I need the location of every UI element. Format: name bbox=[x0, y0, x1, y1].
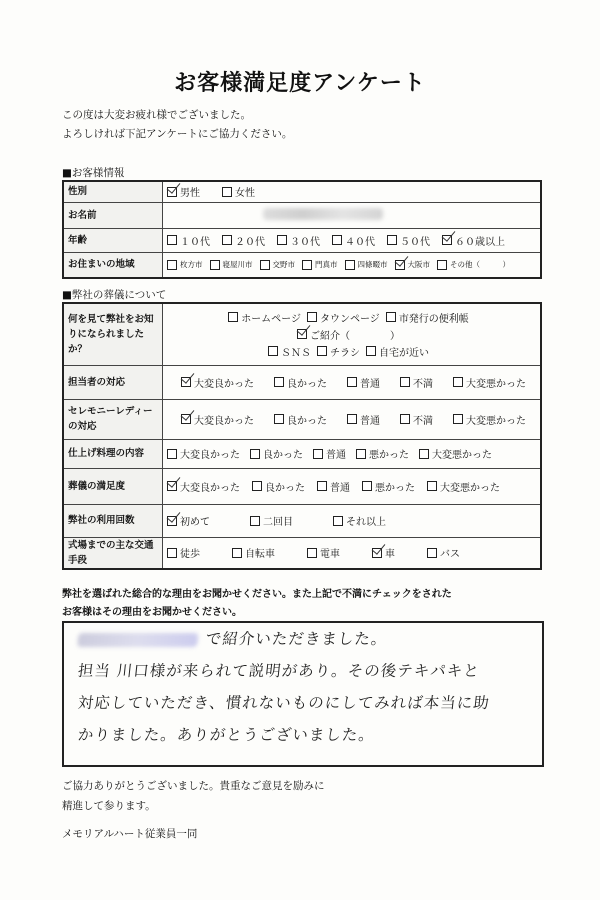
checkbox-option[interactable] bbox=[302, 259, 338, 270]
checkbox-option[interactable] bbox=[277, 233, 320, 248]
checkbox-icon[interactable] bbox=[427, 481, 437, 491]
checkbox-icon[interactable] bbox=[400, 377, 410, 387]
checkbox-option[interactable] bbox=[386, 310, 469, 325]
age-label: 年齢 bbox=[63, 228, 163, 252]
customer-section-heading: ■お客様情報 bbox=[62, 167, 125, 179]
comment-line-text: で紹介いただきました。 bbox=[204, 630, 389, 648]
option-label: 良かった bbox=[263, 450, 303, 461]
checkbox-option[interactable] bbox=[181, 375, 254, 390]
checkbox-icon[interactable] bbox=[302, 260, 312, 270]
checkbox-option[interactable] bbox=[232, 545, 275, 560]
comment-line bbox=[77, 627, 389, 649]
checkbox-option[interactable] bbox=[222, 233, 265, 248]
option-label: ＳＮＳ bbox=[281, 347, 311, 359]
redacted-name bbox=[263, 208, 383, 220]
option-label: 大変悪かった bbox=[432, 450, 492, 461]
satisfaction-label: 葬儀の満足度 bbox=[63, 468, 163, 504]
finish-options bbox=[163, 439, 542, 468]
checkbox-icon[interactable] bbox=[453, 414, 463, 424]
checkbox-icon[interactable] bbox=[167, 235, 177, 245]
checked-box-icon[interactable] bbox=[395, 260, 405, 270]
option-label: １０代 bbox=[180, 236, 210, 248]
checked-box-icon[interactable] bbox=[442, 235, 452, 245]
checkbox-option[interactable] bbox=[167, 259, 203, 270]
checkbox-icon[interactable] bbox=[228, 312, 238, 322]
checkbox-icon[interactable] bbox=[307, 548, 317, 558]
checkbox-option[interactable] bbox=[167, 233, 210, 248]
staff-label: 担当者の対応 bbox=[63, 365, 163, 399]
checkbox-icon[interactable] bbox=[332, 235, 342, 245]
checkbox-icon[interactable] bbox=[366, 346, 376, 356]
checkbox-icon[interactable] bbox=[427, 548, 437, 558]
intro-text bbox=[62, 106, 292, 144]
option-label: 大阪市 bbox=[407, 260, 430, 270]
option-label: ホームページ bbox=[241, 313, 301, 325]
checkbox-icon[interactable] bbox=[260, 260, 270, 270]
gender-options bbox=[163, 181, 542, 202]
signature: メモリアルハート従業員一同 bbox=[62, 828, 198, 840]
checkbox-option[interactable] bbox=[387, 233, 430, 248]
age-options bbox=[163, 228, 542, 252]
option-label: 良かった bbox=[265, 482, 305, 494]
option-label: 普通 bbox=[360, 415, 380, 427]
option-label: 普通 bbox=[360, 378, 380, 390]
checkbox-icon[interactable] bbox=[167, 449, 177, 459]
checkbox-icon[interactable] bbox=[345, 260, 355, 270]
checkbox-option[interactable] bbox=[427, 545, 460, 560]
checkbox-option[interactable] bbox=[362, 479, 415, 494]
reason-prompt bbox=[62, 586, 452, 622]
option-label: 大変良かった bbox=[194, 378, 254, 390]
checkbox-option[interactable] bbox=[167, 479, 240, 494]
staff-options bbox=[163, 365, 542, 399]
option-label: 良かった bbox=[287, 415, 327, 427]
option-label: 大変悪かった bbox=[466, 415, 526, 427]
checked-box-icon[interactable] bbox=[181, 377, 191, 387]
checkbox-option[interactable] bbox=[332, 233, 375, 248]
checked-box-icon[interactable] bbox=[167, 481, 177, 491]
comment-box[interactable] bbox=[62, 621, 544, 767]
option-label: ２０代 bbox=[235, 236, 265, 248]
checkbox-icon[interactable] bbox=[232, 548, 242, 558]
option-label: 悪かった bbox=[375, 482, 415, 494]
checkbox-icon[interactable] bbox=[347, 414, 357, 424]
option-label: 徒歩 bbox=[180, 549, 200, 561]
checkbox-icon[interactable] bbox=[333, 516, 343, 526]
option-label: ６０歳以上 bbox=[455, 236, 505, 248]
checkbox-option[interactable] bbox=[400, 412, 433, 427]
checkbox-option[interactable] bbox=[250, 446, 303, 461]
source-options bbox=[163, 303, 542, 365]
reason-line: お客様はその理由をお聞かせください。 bbox=[62, 607, 242, 618]
checkbox-icon[interactable] bbox=[250, 449, 260, 459]
funeral-section-heading: ■弊社の葬儀について bbox=[62, 289, 167, 301]
option-label: 良かった bbox=[287, 378, 327, 390]
usage-options bbox=[163, 504, 542, 537]
checkbox-icon[interactable] bbox=[356, 449, 366, 459]
checkbox-icon[interactable] bbox=[167, 260, 177, 270]
checked-box-icon[interactable] bbox=[167, 516, 177, 526]
checkbox-icon[interactable] bbox=[222, 187, 232, 197]
transport-label: 式場までの主な交通手段 bbox=[63, 537, 163, 569]
intro-line: この度は大変お疲れ様でございました。 bbox=[62, 109, 251, 121]
checkbox-option[interactable] bbox=[210, 259, 253, 270]
checkbox-icon[interactable] bbox=[307, 312, 317, 322]
option-label: 二回目 bbox=[263, 517, 293, 528]
checkbox-option[interactable] bbox=[372, 545, 395, 560]
checkbox-icon[interactable] bbox=[317, 481, 327, 491]
ceremony-options bbox=[163, 399, 542, 439]
option-label: 枚方市 bbox=[180, 260, 203, 270]
option-label: 自宅が近い bbox=[379, 347, 429, 359]
checkbox-option[interactable] bbox=[222, 184, 255, 199]
checkbox-option[interactable] bbox=[437, 259, 510, 270]
comment-line: かりました。ありがとうございました。 bbox=[76, 726, 376, 744]
option-label: 門真市 bbox=[315, 260, 338, 270]
checkbox-icon[interactable] bbox=[210, 260, 220, 270]
checkbox-option[interactable] bbox=[181, 412, 254, 427]
gender-label: 性別 bbox=[63, 181, 163, 202]
checkbox-option[interactable] bbox=[167, 545, 200, 560]
checkbox-option[interactable] bbox=[274, 412, 327, 427]
option-label: 大変悪かった bbox=[440, 482, 500, 494]
option-label: 大変良かった bbox=[194, 415, 254, 427]
checkbox-icon[interactable] bbox=[274, 414, 284, 424]
option-label: 悪かった bbox=[369, 450, 409, 461]
comment-line: 対応していただき、慣れないものにしてみれば本当に助 bbox=[76, 694, 491, 712]
checkbox-icon[interactable] bbox=[252, 481, 262, 491]
checkbox-option[interactable] bbox=[366, 344, 429, 359]
option-label: 交野市 bbox=[272, 260, 295, 270]
checkbox-icon[interactable] bbox=[313, 449, 323, 459]
checkbox-icon[interactable] bbox=[277, 235, 287, 245]
usage-label: 弊社の利用回数 bbox=[63, 504, 163, 537]
option-label: 大変良かった bbox=[180, 450, 240, 461]
checkbox-option[interactable] bbox=[313, 446, 346, 461]
checkbox-option[interactable] bbox=[307, 545, 340, 560]
checkbox-option[interactable] bbox=[268, 344, 311, 359]
checkbox-option[interactable] bbox=[356, 446, 409, 461]
checked-box-icon[interactable] bbox=[167, 187, 177, 197]
option-label: 電車 bbox=[320, 549, 340, 561]
option-label: チラシ bbox=[330, 347, 360, 359]
checkbox-option[interactable] bbox=[453, 375, 526, 390]
checkbox-option[interactable] bbox=[167, 513, 210, 528]
checkbox-option[interactable] bbox=[167, 446, 240, 461]
checkbox-icon[interactable] bbox=[317, 346, 327, 356]
area-options bbox=[163, 252, 542, 278]
area-label: お住まいの地域 bbox=[63, 252, 163, 278]
option-label: ３０代 bbox=[290, 236, 320, 248]
checkbox-option[interactable] bbox=[347, 412, 380, 427]
option-label: 女性 bbox=[235, 188, 255, 200]
option-label: 不満 bbox=[413, 415, 433, 427]
option-label: 普通 bbox=[330, 482, 350, 494]
closing-line: 精進して参ります。 bbox=[62, 800, 156, 812]
option-label: 車 bbox=[385, 549, 395, 561]
checked-box-icon[interactable] bbox=[372, 548, 382, 558]
option-label: 普通 bbox=[326, 450, 346, 461]
checkbox-icon[interactable] bbox=[167, 548, 177, 558]
name-field[interactable] bbox=[163, 202, 542, 228]
checkbox-icon[interactable] bbox=[347, 377, 357, 387]
option-label: 市発行の便利帳 bbox=[398, 313, 469, 325]
option-label: タウンページ bbox=[320, 313, 380, 325]
option-label: それ以上 bbox=[346, 517, 386, 528]
checkbox-icon[interactable] bbox=[222, 235, 232, 245]
checkbox-icon[interactable] bbox=[268, 346, 278, 356]
checkbox-option[interactable] bbox=[228, 310, 301, 325]
checkbox-option[interactable] bbox=[345, 259, 388, 270]
satisfaction-options bbox=[163, 468, 542, 504]
option-label: 不満 bbox=[413, 378, 433, 390]
checkbox-icon[interactable] bbox=[387, 235, 397, 245]
finish-label: 仕上げ料理の内容 bbox=[63, 439, 163, 468]
checkbox-option[interactable] bbox=[427, 479, 500, 494]
checked-box-icon[interactable] bbox=[297, 329, 307, 339]
checkbox-icon[interactable] bbox=[419, 449, 429, 459]
comment-line: 担当 川口様が来られて説明があり。その後テキパキと bbox=[76, 662, 481, 680]
checkbox-option[interactable] bbox=[400, 375, 433, 390]
checkbox-option[interactable] bbox=[453, 412, 526, 427]
redacted-text bbox=[77, 633, 198, 647]
checkbox-option[interactable] bbox=[333, 513, 386, 528]
checkbox-option[interactable] bbox=[442, 233, 505, 248]
checkbox-icon[interactable] bbox=[400, 414, 410, 424]
checkbox-icon[interactable] bbox=[274, 377, 284, 387]
survey-title: お客様満足度アンケート bbox=[174, 71, 426, 96]
closing-text bbox=[62, 776, 325, 816]
option-label: 男性 bbox=[180, 188, 200, 200]
checked-box-icon[interactable] bbox=[181, 414, 191, 424]
option-label: 初めて bbox=[180, 517, 210, 528]
checkbox-option[interactable] bbox=[297, 327, 400, 342]
intro-line: よろしければ下記アンケートにご協力ください。 bbox=[62, 128, 293, 140]
funeral-table bbox=[62, 302, 542, 570]
transport-options bbox=[163, 537, 542, 569]
option-label: ４０代 bbox=[345, 236, 375, 248]
checkbox-icon[interactable] bbox=[362, 481, 372, 491]
checkbox-option[interactable] bbox=[307, 310, 380, 325]
ceremony-label: セレモニーレディーの対応 bbox=[63, 399, 163, 439]
closing-line: ご協力ありがとうございました。貴重なご意見を励みに bbox=[62, 780, 325, 792]
checkbox-option[interactable] bbox=[317, 344, 360, 359]
checkbox-option[interactable] bbox=[419, 446, 492, 461]
option-label: 寝屋川市 bbox=[222, 260, 253, 270]
customer-info-table bbox=[62, 180, 542, 279]
checkbox-icon[interactable] bbox=[250, 516, 260, 526]
option-label: 大変悪かった bbox=[466, 378, 526, 390]
reason-line: 弊社を選ばれた総合的な理由をお聞かせください。また上記で不満にチェックをされた bbox=[62, 589, 452, 600]
option-label: ご紹介（ ） bbox=[310, 330, 400, 342]
checkbox-option[interactable] bbox=[260, 259, 296, 270]
option-label: その他（ ） bbox=[450, 260, 510, 270]
checkbox-icon[interactable] bbox=[386, 312, 396, 322]
checkbox-option[interactable] bbox=[167, 184, 200, 199]
checkbox-option[interactable] bbox=[250, 513, 293, 528]
source-label: 何を見て弊社をお知りになられましたか？ bbox=[63, 303, 163, 365]
option-label: バス bbox=[440, 549, 460, 561]
checkbox-option[interactable] bbox=[274, 375, 327, 390]
option-label: ５０代 bbox=[400, 236, 430, 248]
checkbox-option[interactable] bbox=[347, 375, 380, 390]
option-label: 自転車 bbox=[245, 549, 275, 561]
name-label: お名前 bbox=[63, 202, 163, 228]
option-label: 四條畷市 bbox=[357, 260, 388, 270]
option-label: 大変良かった bbox=[180, 482, 240, 494]
checkbox-option[interactable] bbox=[252, 479, 305, 494]
checkbox-option[interactable] bbox=[317, 479, 350, 494]
checkbox-option[interactable] bbox=[395, 259, 431, 270]
checkbox-icon[interactable] bbox=[437, 260, 447, 270]
checkbox-icon[interactable] bbox=[453, 377, 463, 387]
